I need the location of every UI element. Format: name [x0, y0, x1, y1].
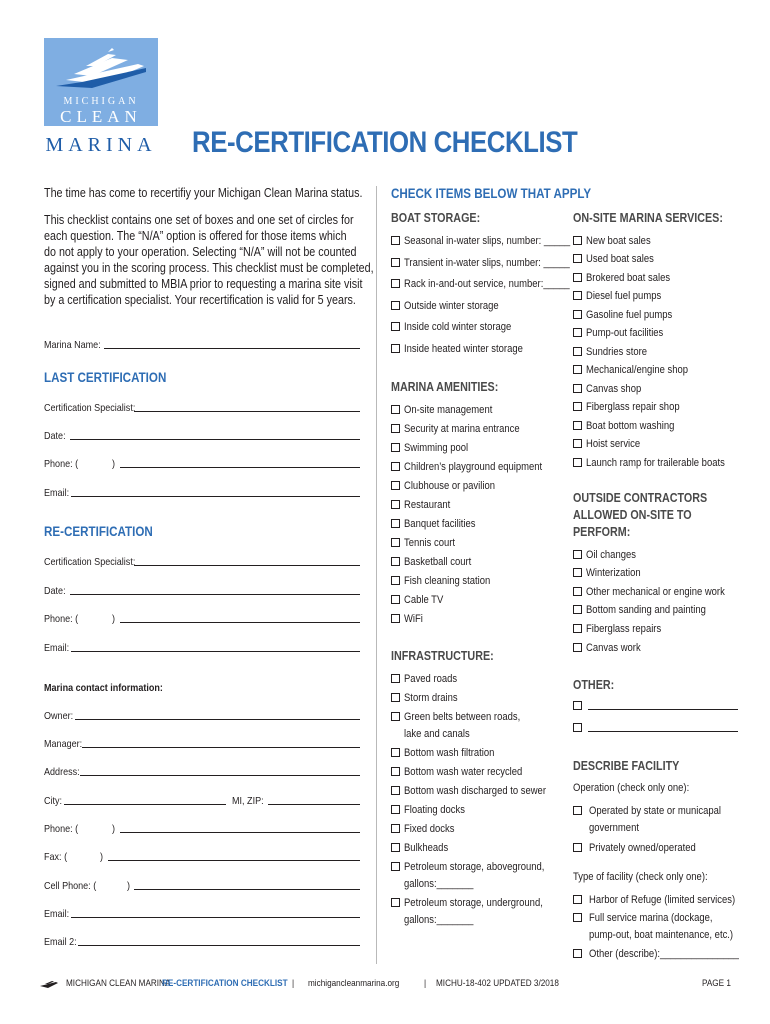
amenity-item: Fish cleaning station: [404, 575, 491, 587]
manager-label: Manager:: [44, 738, 83, 750]
infrastructure-item: Fixed docks: [404, 823, 455, 835]
checkbox[interactable]: [391, 424, 400, 433]
checkbox[interactable]: [573, 587, 582, 596]
checkbox[interactable]: [573, 291, 582, 300]
checkbox[interactable]: [391, 557, 400, 566]
recert-phone-label: Phone: (: [44, 613, 79, 625]
checkbox[interactable]: [573, 550, 582, 559]
describe-facility-heading: DESCRIBE FACILITY: [573, 759, 680, 773]
checkbox[interactable]: [573, 895, 582, 904]
checkbox[interactable]: [391, 538, 400, 547]
email-label: Email:: [44, 908, 70, 920]
marina-contact-heading: Marina contact information:: [44, 682, 163, 694]
page-footer: [40, 978, 730, 992]
city-field[interactable]: [64, 804, 226, 805]
checkbox[interactable]: [391, 405, 400, 414]
onsite-item: Canvas shop: [586, 383, 642, 395]
fax-label: Fax: (: [44, 851, 68, 863]
checkbox[interactable]: [391, 767, 400, 776]
checkbox[interactable]: [573, 843, 582, 852]
checkbox[interactable]: [391, 674, 400, 683]
onsite-item: New boat sales: [586, 235, 651, 247]
michigan-clean-marina-logo: [44, 38, 158, 162]
manager-field[interactable]: [82, 747, 360, 748]
checkbox[interactable]: [391, 443, 400, 452]
page-title: RE-CERTIFICATION CHECKLIST: [192, 126, 578, 159]
infrastructure-item: Bottom wash water recycled: [404, 766, 523, 778]
checkbox[interactable]: [573, 458, 582, 467]
intro-line-6: by a certification specialist. Your recertification is valid for 5 years.: [44, 293, 356, 307]
fax-field[interactable]: [108, 860, 360, 861]
marina-name-label: Marina Name:: [44, 339, 101, 351]
last-cert-phone-field[interactable]: [120, 467, 360, 468]
cell-phone-paren: ): [127, 880, 131, 892]
boat-storage-item: Transient in-water slips, number: _____: [404, 257, 570, 269]
checkbox[interactable]: [391, 500, 400, 509]
checkbox[interactable]: [391, 786, 400, 795]
checkbox[interactable]: [573, 384, 582, 393]
checkbox[interactable]: [573, 913, 582, 922]
amenity-item: Security at marina entrance: [404, 423, 520, 435]
last-cert-phone-label: Phone: (: [44, 458, 79, 470]
intro-line-5: signed and submitted to MBIA prior to requesting a marina site visit: [44, 277, 363, 291]
operation-item-cont: government: [589, 822, 639, 834]
infrastructure-item: Bottom wash discharged to sewer: [404, 785, 546, 797]
checkbox[interactable]: [573, 310, 582, 319]
checkbox[interactable]: [391, 824, 400, 833]
owner-label: Owner:: [44, 710, 74, 722]
other-heading: OTHER:: [573, 678, 615, 692]
footer-separator: |: [424, 978, 427, 989]
infrastructure-item: Petroleum storage, aboveground,: [404, 861, 545, 873]
checkbox[interactable]: [573, 568, 582, 577]
checkbox[interactable]: [391, 898, 400, 907]
footer-doc-code: MICHU-18-402 UPDATED 3/2018: [436, 978, 559, 989]
checkbox[interactable]: [391, 258, 400, 267]
operation-label: Operation (check only one):: [573, 782, 690, 794]
infrastructure-item: Bottom wash filtration: [404, 747, 495, 759]
recert-phone-paren: ): [112, 613, 116, 625]
checkbox[interactable]: [573, 273, 582, 282]
column-divider: [376, 186, 377, 964]
amenity-item: Basketball court: [404, 556, 472, 568]
infrastructure-item: Paved roads: [404, 673, 458, 685]
checkbox[interactable]: [391, 481, 400, 490]
checkbox[interactable]: [391, 519, 400, 528]
contractor-item: Other mechanical or engine work: [586, 586, 725, 598]
amenity-item: Swimming pool: [404, 442, 469, 454]
checkbox[interactable]: [573, 365, 582, 374]
footer-page-number: PAGE 1: [702, 978, 731, 989]
infrastructure-item-cont: gallons:_______: [404, 878, 474, 890]
intro-line-2: each question. The “N/A” option is offered for those items which: [44, 229, 347, 243]
checkbox[interactable]: [573, 347, 582, 356]
contractor-item: Fiberglass repairs: [586, 623, 662, 635]
phone-field[interactable]: [120, 832, 360, 833]
recert-date-label: Date:: [44, 585, 66, 597]
recert-email-label: Email:: [44, 642, 70, 654]
onsite-item: Pump-out facilities: [586, 327, 664, 339]
checkbox[interactable]: [391, 614, 400, 623]
checkbox[interactable]: [391, 712, 400, 721]
infrastructure-item: Floating docks: [404, 804, 466, 816]
checkbox[interactable]: [391, 693, 400, 702]
onsite-item: Fiberglass repair shop: [586, 401, 680, 413]
onsite-item: Launch ramp for trailerable boats: [586, 457, 725, 469]
email-field[interactable]: [71, 917, 360, 918]
checkbox[interactable]: [391, 344, 400, 353]
amenity-item: Restaurant: [404, 499, 451, 511]
checkbox[interactable]: [391, 322, 400, 331]
amenity-item: Cable TV: [404, 594, 444, 606]
other-field-1[interactable]: [588, 709, 738, 710]
amenity-item: WiFi: [404, 613, 423, 625]
boat-storage-item: Inside heated winter storage: [404, 343, 523, 355]
facility-type-item-cont: pump-out, boat maintenance, etc.): [589, 929, 734, 941]
checkbox[interactable]: [391, 236, 400, 245]
checkbox[interactable]: [391, 748, 400, 757]
phone-label: Phone: (: [44, 823, 79, 835]
owner-field[interactable]: [75, 719, 360, 720]
logo-text-clean: CLEAN: [60, 107, 142, 126]
amenity-item: Banquet facilities: [404, 518, 476, 530]
footer-separator: |: [292, 978, 295, 989]
checkbox[interactable]: [391, 805, 400, 814]
boat-storage-item: Seasonal in-water slips, number: _____: [404, 235, 571, 247]
checkbox[interactable]: [573, 949, 582, 958]
amenity-item: On-site management: [404, 404, 493, 416]
contractors-heading-2: ALLOWED ON-SITE TO: [573, 508, 692, 522]
checkbox[interactable]: [391, 843, 400, 852]
onsite-item: Diesel fuel pumps: [586, 290, 662, 302]
amenity-item: Tennis court: [404, 537, 456, 549]
checkbox[interactable]: [573, 605, 582, 614]
contractors-heading-3: PERFORM:: [573, 525, 631, 539]
infrastructure-item: Storm drains: [404, 692, 458, 704]
checkbox[interactable]: [573, 402, 582, 411]
recert-date-field[interactable]: [70, 594, 360, 595]
boat-storage-item: Rack in-and-out service, number:_____: [404, 278, 570, 290]
checkbox[interactable]: [391, 279, 400, 288]
contractor-item: Bottom sanding and painting: [586, 604, 706, 616]
contractor-item: Canvas work: [586, 642, 641, 654]
other-field-2[interactable]: [588, 731, 738, 732]
city-label: City:: [44, 795, 63, 807]
last-certification-heading: LAST CERTIFICATION: [44, 370, 167, 385]
contractor-item: Winterization: [586, 567, 641, 579]
recert-specialist-field[interactable]: [134, 565, 360, 566]
infrastructure-item: Bulkheads: [404, 842, 449, 854]
cell-phone-field[interactable]: [134, 889, 360, 890]
onsite-item: Boat bottom washing: [586, 420, 675, 432]
boat-icon: [52, 44, 150, 94]
checkbox[interactable]: [573, 643, 582, 652]
phone-paren: ): [112, 823, 116, 835]
infrastructure-heading: INFRASTRUCTURE:: [391, 649, 494, 663]
infrastructure-item: Green belts between roads,: [404, 711, 521, 723]
facility-type-item: Harbor of Refuge (limited services): [589, 894, 736, 906]
checkbox[interactable]: [391, 576, 400, 585]
facility-type-item: Full service marina (dockage,: [589, 912, 713, 924]
checkbox[interactable]: [391, 301, 400, 310]
checkbox[interactable]: [391, 862, 400, 871]
checkbox[interactable]: [573, 806, 582, 815]
checkbox[interactable]: [573, 723, 582, 732]
logo-text-michigan: MICHIGAN: [63, 96, 139, 107]
last-cert-date-label: Date:: [44, 430, 66, 442]
intro-status: The time has come to recertifiy your Michigan Clean Marina status.: [44, 186, 363, 200]
infrastructure-item: Petroleum storage, underground,: [404, 897, 543, 909]
contractor-item: Oil changes: [586, 549, 636, 561]
onsite-item: Gasoline fuel pumps: [586, 309, 673, 321]
marina-amenities-heading: MARINA AMENITIES:: [391, 380, 499, 394]
operation-item: Privately owned/operated: [589, 842, 696, 854]
footer-org: MICHIGAN CLEAN MARINA: [66, 978, 171, 989]
logo-text-marina: MARINA: [45, 134, 157, 156]
checkbox[interactable]: [573, 439, 582, 448]
onsite-item: Used boat sales: [586, 253, 654, 265]
intro-line-3: do not apply to your operation. Selecting “N/A” will not be counted: [44, 245, 357, 259]
recert-email-field[interactable]: [71, 651, 360, 652]
fax-paren: ): [100, 851, 104, 863]
re-certification-heading: RE-CERTIFICATION: [44, 524, 153, 539]
amenity-item: Clubhouse or pavilion: [404, 480, 495, 492]
checkbox[interactable]: [391, 595, 400, 604]
cell-phone-label: Cell Phone: (: [44, 880, 97, 892]
onsite-item: Sundries store: [586, 346, 648, 358]
boat-storage-item: Inside cold winter storage: [404, 321, 512, 333]
email2-field[interactable]: [78, 945, 360, 946]
infrastructure-item-cont: gallons:_______: [404, 914, 474, 926]
onsite-item: Hoist service: [586, 438, 641, 450]
intro-line-4: against you in the scoring process. This checklist must be completed,: [44, 261, 374, 275]
checkbox[interactable]: [573, 236, 582, 245]
recert-phone-field[interactable]: [120, 622, 360, 623]
checkbox[interactable]: [573, 624, 582, 633]
last-cert-specialist-label: Certification Specialist:: [44, 402, 136, 414]
infrastructure-item-cont: lake and canals: [404, 728, 470, 740]
last-cert-date-field[interactable]: [70, 439, 360, 440]
footer-doc-name: RE-CERTIFICATION CHECKLIST: [162, 978, 288, 989]
checkbox[interactable]: [573, 254, 582, 263]
amenity-item: Children’s playground equipment: [404, 461, 543, 473]
checkbox[interactable]: [573, 701, 582, 710]
onsite-item: Mechanical/engine shop: [586, 364, 689, 376]
facility-type-item: Other (describe):_______________: [589, 948, 739, 960]
boat-icon: [40, 980, 58, 989]
last-cert-specialist-field[interactable]: [134, 411, 360, 412]
mi-zip-label: MI, ZIP:: [232, 795, 264, 807]
intro-line-1: This checklist contains one set of boxes and one set of circles for: [44, 213, 354, 227]
checkbox[interactable]: [573, 328, 582, 337]
footer-website-link[interactable]: michigancleanmarina.org: [308, 978, 400, 989]
onsite-services-heading: ON-SITE MARINA SERVICES:: [573, 211, 723, 225]
last-cert-email-field[interactable]: [71, 496, 360, 497]
address-label: Address:: [44, 766, 80, 778]
checkbox[interactable]: [573, 421, 582, 430]
facility-type-label: Type of facility (check only one):: [573, 871, 708, 883]
last-cert-email-label: Email:: [44, 487, 70, 499]
last-cert-phone-paren: ): [112, 458, 116, 470]
email2-label: Email 2:: [44, 936, 77, 948]
boat-storage-item: Outside winter storage: [404, 300, 499, 312]
boat-storage-heading: BOAT STORAGE:: [391, 211, 481, 225]
contractors-heading-1: OUTSIDE CONTRACTORS: [573, 491, 708, 505]
address-field[interactable]: [80, 775, 360, 776]
checkbox[interactable]: [391, 462, 400, 471]
onsite-item: Brokered boat sales: [586, 272, 671, 284]
operation-item: Operated by state or municapal: [589, 805, 721, 817]
zip-field[interactable]: [268, 804, 360, 805]
recert-specialist-label: Certification Specialist:: [44, 556, 136, 568]
marina-name-field[interactable]: [104, 348, 360, 349]
check-items-heading: CHECK ITEMS BELOW THAT APPLY: [391, 186, 592, 201]
